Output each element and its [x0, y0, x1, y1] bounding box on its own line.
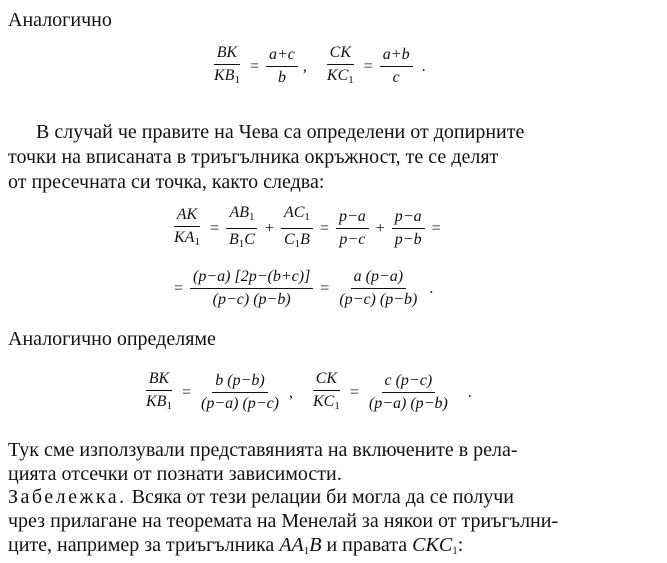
fraction-ck-kc1-second: $\frac{CK}{KC_1}$	[313, 370, 340, 412]
equation-3: = $\frac{(p-a) [2p-(b+c)]}{(p-c) (p-b)}$ = $\frac{a (p-a)}{(p-c) (p-b)}$ .	[174, 268, 434, 308]
fraction-ck-kc1: $\frac{CK}{KC_1}$	[326, 44, 354, 86]
note-paragraph-line-3: ците, например за триъгълника $AA_1B$ и правата $CKC_1$:	[8, 534, 464, 557]
note-label: Забележка.	[8, 486, 127, 508]
fraction-p-a-over-p-c: $\frac{p-a}{p-c}$	[336, 208, 369, 249]
fraction-ac1-c1b: $\frac{AC_1}{C_1B}$	[281, 204, 313, 253]
paragraph-2-line-1: В случай че правите на Чева са определени от допирните	[36, 121, 525, 143]
paragraph-4-line-2: цията отсечки от познати зависимости.	[8, 463, 342, 485]
paragraph-2-line-3: от пресечната си точка, както следва:	[8, 171, 325, 193]
fraction-p-a-over-p-b: $\frac{p-a}{p-b}$	[392, 208, 425, 249]
fraction-c-p-c: $\frac{c (p-c)}{(p-a) (p-b)}$	[368, 372, 448, 412]
fraction-bk-kb1: $\frac{BK}{KB_1}$	[214, 44, 240, 86]
fraction-simplified: $\frac{a (p-a)}{(p-c) (p-b)}$	[339, 268, 418, 308]
fraction-b-p-b: $\frac{b (p-b)}{(p-a) (p-c)}$	[200, 372, 279, 412]
paragraph-analogichno-opredelyame: Аналогично определяме	[8, 328, 216, 350]
fraction-expanded: $\frac{(p-a) [2p-(b+c)]}{(p-c) (p-b)}$	[190, 268, 313, 309]
note-paragraph-line-2: чрез прилагане на теоремата на Менелай за някои от триъгълни-	[8, 510, 559, 532]
equation-4: $\frac{BK}{KB_1}$ = $\frac{b (p-b)}{(p-a) (p-c)}$ , $\frac{CK}{KC_1}$ = $\frac{c (p-c)}{(p-a) (p-b)}$ .	[140, 370, 472, 415]
triangle-aa1b: $AA_1B$	[279, 534, 322, 557]
paragraph-analogichno: Аналогично	[8, 9, 112, 31]
equation-1: $\frac{BK}{KB_1}$ = $\frac{a+c}{b}$ , $\frac{CK}{KC_1}$ = $\frac{a+b}{c}$ .	[208, 44, 426, 89]
paragraph-4-line-1: Тук сме използували представянията на включените в рела-	[8, 439, 518, 461]
equation-2: $\frac{AK}{KA_1}$ = $\frac{AB_1}{B_1C}$ + $\frac{AC_1}{C_1B}$ = $\frac{p-a}{p-c}$ + $\frac{p-a}{p-b}$ =	[168, 204, 445, 253]
fraction-a-plus-b-over-c: $\frac{a+b}{c}$	[380, 46, 413, 87]
note-paragraph-line-1: Забележка. Всяка от тези релации би могла да се получи	[8, 486, 514, 508]
fraction-a-plus-c-over-b: $\frac{a+c}{b}$	[266, 46, 298, 87]
fraction-ak-ka1: $\frac{AK}{KA_1}$	[174, 206, 200, 248]
fraction-ab1-b1c: $\frac{AB_1}{B_1C}$	[226, 204, 258, 253]
line-ckc1: $CKC_1$	[412, 534, 458, 557]
paragraph-2-line-2: точки на вписаната в триъгълника окръжност, те се делят	[8, 146, 499, 168]
fraction-bk-kb1-second: $\frac{BK}{KB_1}$	[146, 370, 172, 412]
